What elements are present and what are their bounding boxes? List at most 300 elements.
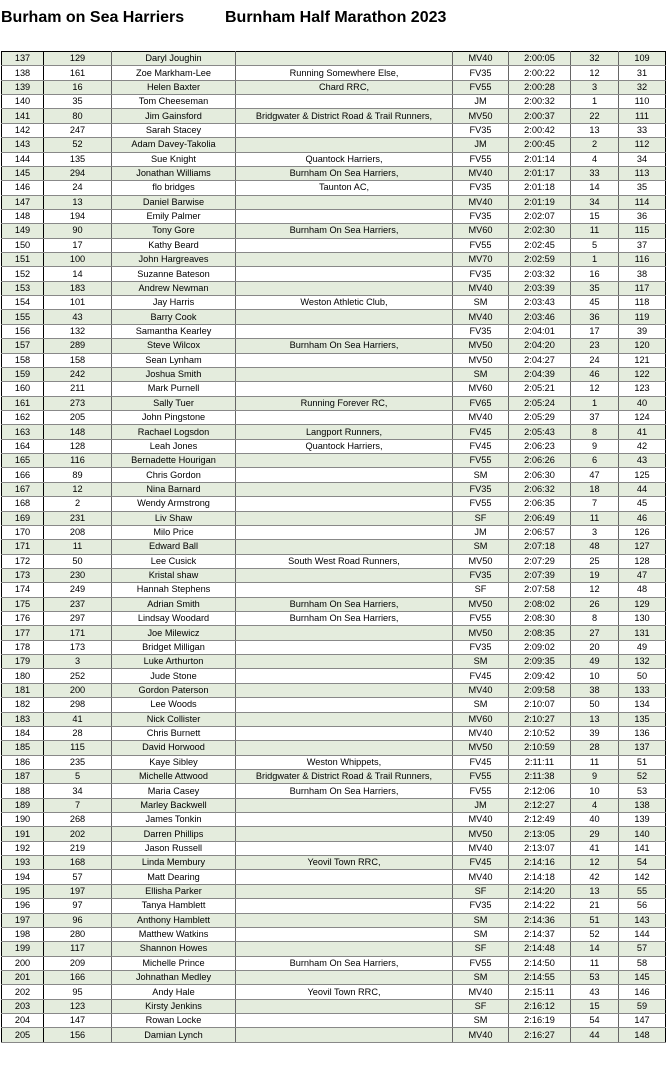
bib-cell: 13 <box>44 195 112 209</box>
result-row <box>2 798 666 812</box>
result-row <box>2 626 666 640</box>
finish-time-cell: 2:07:18 <box>509 540 571 554</box>
club-cell: Burnham On Sea Harriers, <box>236 339 453 353</box>
category-cell: MV60 <box>453 712 509 726</box>
category-position-cell: 15 <box>571 999 619 1013</box>
category-cell: SM <box>453 698 509 712</box>
position-cell: 162 <box>2 410 44 424</box>
bib-cell: 52 <box>44 138 112 152</box>
result-row <box>2 224 666 238</box>
category-position-cell: 21 <box>571 899 619 913</box>
gender-position-cell: 56 <box>619 899 666 913</box>
category-cell: FV55 <box>453 956 509 970</box>
finish-time-cell: 2:06:49 <box>509 511 571 525</box>
finish-time-cell: 2:04:20 <box>509 339 571 353</box>
category-cell: SM <box>453 927 509 941</box>
club-cell <box>236 454 453 468</box>
position-cell: 205 <box>2 1028 44 1042</box>
result-row <box>2 698 666 712</box>
category-cell: SM <box>453 296 509 310</box>
category-cell: MV40 <box>453 1028 509 1042</box>
category-cell: FV55 <box>453 454 509 468</box>
bib-cell: 24 <box>44 181 112 195</box>
club-cell: South West Road Runners, <box>236 554 453 568</box>
category-position-cell: 29 <box>571 827 619 841</box>
position-cell: 154 <box>2 296 44 310</box>
club-cell <box>236 626 453 640</box>
runner-name-cell: Matthew Watkins <box>112 927 236 941</box>
club-cell <box>236 913 453 927</box>
finish-time-cell: 2:07:58 <box>509 583 571 597</box>
result-row <box>2 827 666 841</box>
gender-position-cell: 48 <box>619 583 666 597</box>
finish-time-cell: 2:05:29 <box>509 410 571 424</box>
bib-cell: 34 <box>44 784 112 798</box>
bib-cell: 252 <box>44 669 112 683</box>
runner-name-cell: Lindsay Woodard <box>112 612 236 626</box>
category-cell: FV35 <box>453 324 509 338</box>
club-cell: Running Forever RC, <box>236 396 453 410</box>
category-position-cell: 6 <box>571 454 619 468</box>
position-cell: 199 <box>2 942 44 956</box>
club-title: Burham on Sea Harriers <box>1 9 185 26</box>
result-row <box>2 123 666 137</box>
runner-name-cell: Joshua Smith <box>112 367 236 381</box>
club-cell <box>236 310 453 324</box>
gender-position-cell: 111 <box>619 109 666 123</box>
position-cell: 191 <box>2 827 44 841</box>
result-row <box>2 899 666 913</box>
club-cell <box>236 827 453 841</box>
category-cell: JM <box>453 798 509 812</box>
category-position-cell: 4 <box>571 798 619 812</box>
runner-name-cell: Luke Arthurton <box>112 655 236 669</box>
bib-cell: 97 <box>44 899 112 913</box>
runner-name-cell: Darren Phillips <box>112 827 236 841</box>
finish-time-cell: 2:08:02 <box>509 597 571 611</box>
finish-time-cell: 2:06:30 <box>509 468 571 482</box>
finish-time-cell: 2:08:30 <box>509 612 571 626</box>
category-cell: MV50 <box>453 626 509 640</box>
category-position-cell: 15 <box>571 209 619 223</box>
finish-time-cell: 2:14:50 <box>509 956 571 970</box>
result-row <box>2 927 666 941</box>
category-position-cell: 3 <box>571 80 619 94</box>
runner-name-cell: Samantha Kearley <box>112 324 236 338</box>
result-row <box>2 971 666 985</box>
category-position-cell: 20 <box>571 640 619 654</box>
finish-time-cell: 2:08:35 <box>509 626 571 640</box>
gender-position-cell: 54 <box>619 856 666 870</box>
club-cell <box>236 899 453 913</box>
position-cell: 156 <box>2 324 44 338</box>
club-cell <box>236 841 453 855</box>
category-cell: FV35 <box>453 568 509 582</box>
gender-position-cell: 133 <box>619 683 666 697</box>
category-position-cell: 1 <box>571 253 619 267</box>
finish-time-cell: 2:04:27 <box>509 353 571 367</box>
club-cell <box>236 698 453 712</box>
bib-cell: 2 <box>44 497 112 511</box>
category-position-cell: 35 <box>571 281 619 295</box>
club-cell <box>236 267 453 281</box>
position-cell: 150 <box>2 238 44 252</box>
gender-position-cell: 122 <box>619 367 666 381</box>
gender-position-cell: 135 <box>619 712 666 726</box>
position-cell: 190 <box>2 813 44 827</box>
runner-name-cell: Steve Wilcox <box>112 339 236 353</box>
club-cell <box>236 468 453 482</box>
club-cell <box>236 497 453 511</box>
category-cell: FV45 <box>453 425 509 439</box>
runner-name-cell: Adam Davey-Takolia <box>112 138 236 152</box>
position-cell: 194 <box>2 870 44 884</box>
category-position-cell: 14 <box>571 181 619 195</box>
finish-time-cell: 2:06:26 <box>509 454 571 468</box>
club-cell <box>236 640 453 654</box>
finish-time-cell: 2:06:32 <box>509 482 571 496</box>
result-row <box>2 396 666 410</box>
category-cell: MV50 <box>453 827 509 841</box>
result-row <box>2 497 666 511</box>
gender-position-cell: 145 <box>619 971 666 985</box>
position-cell: 198 <box>2 927 44 941</box>
position-cell: 203 <box>2 999 44 1013</box>
category-cell: FV45 <box>453 755 509 769</box>
position-cell: 178 <box>2 640 44 654</box>
category-cell: FV55 <box>453 612 509 626</box>
result-row <box>2 712 666 726</box>
runner-name-cell: Liv Shaw <box>112 511 236 525</box>
gender-position-cell: 42 <box>619 439 666 453</box>
runner-name-cell: John Pingstone <box>112 410 236 424</box>
category-position-cell: 44 <box>571 1028 619 1042</box>
club-cell: Langport Runners, <box>236 425 453 439</box>
bib-cell: 11 <box>44 540 112 554</box>
position-cell: 179 <box>2 655 44 669</box>
result-row <box>2 856 666 870</box>
club-cell <box>236 1028 453 1042</box>
gender-position-cell: 138 <box>619 798 666 812</box>
finish-time-cell: 2:13:07 <box>509 841 571 855</box>
gender-position-cell: 121 <box>619 353 666 367</box>
finish-time-cell: 2:10:52 <box>509 726 571 740</box>
category-cell: MV40 <box>453 310 509 324</box>
category-position-cell: 2 <box>571 138 619 152</box>
gender-position-cell: 140 <box>619 827 666 841</box>
club-cell <box>236 726 453 740</box>
runner-name-cell: Maria Casey <box>112 784 236 798</box>
position-cell: 183 <box>2 712 44 726</box>
category-position-cell: 28 <box>571 741 619 755</box>
gender-position-cell: 51 <box>619 755 666 769</box>
gender-position-cell: 33 <box>619 123 666 137</box>
finish-time-cell: 2:14:48 <box>509 942 571 956</box>
gender-position-cell: 148 <box>619 1028 666 1042</box>
gender-position-cell: 39 <box>619 324 666 338</box>
finish-time-cell: 2:09:35 <box>509 655 571 669</box>
club-cell <box>236 324 453 338</box>
finish-time-cell: 2:02:30 <box>509 224 571 238</box>
gender-position-cell: 52 <box>619 769 666 783</box>
finish-time-cell: 2:16:19 <box>509 1014 571 1028</box>
category-cell: FV55 <box>453 769 509 783</box>
position-cell: 164 <box>2 439 44 453</box>
bib-cell: 7 <box>44 798 112 812</box>
result-row <box>2 296 666 310</box>
position-cell: 146 <box>2 181 44 195</box>
bib-cell: 3 <box>44 655 112 669</box>
category-cell: SF <box>453 583 509 597</box>
category-position-cell: 4 <box>571 152 619 166</box>
club-cell <box>236 712 453 726</box>
category-position-cell: 50 <box>571 698 619 712</box>
bib-cell: 41 <box>44 712 112 726</box>
bib-cell: 235 <box>44 755 112 769</box>
position-cell: 186 <box>2 755 44 769</box>
position-cell: 204 <box>2 1014 44 1028</box>
gender-position-cell: 117 <box>619 281 666 295</box>
gender-position-cell: 120 <box>619 339 666 353</box>
finish-time-cell: 2:05:43 <box>509 425 571 439</box>
bib-cell: 289 <box>44 339 112 353</box>
bib-cell: 202 <box>44 827 112 841</box>
result-row <box>2 138 666 152</box>
category-cell: MV40 <box>453 52 509 66</box>
gender-position-cell: 32 <box>619 80 666 94</box>
category-cell: SM <box>453 913 509 927</box>
result-row <box>2 769 666 783</box>
category-cell: FV35 <box>453 181 509 195</box>
club-cell <box>236 669 453 683</box>
gender-position-cell: 114 <box>619 195 666 209</box>
position-cell: 153 <box>2 281 44 295</box>
club-cell <box>236 410 453 424</box>
gender-position-cell: 41 <box>619 425 666 439</box>
runner-name-cell: Sally Tuer <box>112 396 236 410</box>
runner-name-cell: James Tonkin <box>112 813 236 827</box>
club-cell <box>236 253 453 267</box>
position-cell: 139 <box>2 80 44 94</box>
club-cell <box>236 884 453 898</box>
position-cell: 177 <box>2 626 44 640</box>
gender-position-cell: 55 <box>619 884 666 898</box>
runner-name-cell: Emily Palmer <box>112 209 236 223</box>
bib-cell: 96 <box>44 913 112 927</box>
position-cell: 144 <box>2 152 44 166</box>
category-position-cell: 10 <box>571 669 619 683</box>
gender-position-cell: 141 <box>619 841 666 855</box>
category-position-cell: 12 <box>571 382 619 396</box>
club-cell <box>236 52 453 66</box>
category-position-cell: 24 <box>571 353 619 367</box>
runner-name-cell: Tony Gore <box>112 224 236 238</box>
runner-name-cell: Chris Gordon <box>112 468 236 482</box>
finish-time-cell: 2:07:29 <box>509 554 571 568</box>
gender-position-cell: 53 <box>619 784 666 798</box>
runner-name-cell: Jay Harris <box>112 296 236 310</box>
category-position-cell: 45 <box>571 296 619 310</box>
runner-name-cell: Nina Barnard <box>112 482 236 496</box>
bib-cell: 16 <box>44 80 112 94</box>
gender-position-cell: 129 <box>619 597 666 611</box>
gender-position-cell: 35 <box>619 181 666 195</box>
runner-name-cell: Jim Gainsford <box>112 109 236 123</box>
category-position-cell: 47 <box>571 468 619 482</box>
category-cell: MV50 <box>453 741 509 755</box>
position-cell: 193 <box>2 856 44 870</box>
gender-position-cell: 46 <box>619 511 666 525</box>
result-row <box>2 612 666 626</box>
result-row <box>2 568 666 582</box>
category-position-cell: 40 <box>571 813 619 827</box>
result-row <box>2 181 666 195</box>
club-cell <box>236 123 453 137</box>
runner-name-cell: Wendy Armstrong <box>112 497 236 511</box>
category-position-cell: 22 <box>571 109 619 123</box>
runner-name-cell: Rachael Logsdon <box>112 425 236 439</box>
club-cell: Weston Athletic Club, <box>236 296 453 310</box>
bib-cell: 209 <box>44 956 112 970</box>
bib-cell: 116 <box>44 454 112 468</box>
gender-position-cell: 34 <box>619 152 666 166</box>
category-position-cell: 10 <box>571 784 619 798</box>
category-position-cell: 42 <box>571 870 619 884</box>
category-position-cell: 11 <box>571 224 619 238</box>
result-row <box>2 540 666 554</box>
gender-position-cell: 38 <box>619 267 666 281</box>
gender-position-cell: 59 <box>619 999 666 1013</box>
bib-cell: 17 <box>44 238 112 252</box>
finish-time-cell: 2:16:12 <box>509 999 571 1013</box>
category-position-cell: 11 <box>571 755 619 769</box>
category-cell: MV40 <box>453 985 509 999</box>
gender-position-cell: 127 <box>619 540 666 554</box>
runner-name-cell: Hannah Stephens <box>112 583 236 597</box>
gender-position-cell: 128 <box>619 554 666 568</box>
category-position-cell: 43 <box>571 985 619 999</box>
club-cell <box>236 95 453 109</box>
position-cell: 147 <box>2 195 44 209</box>
finish-time-cell: 2:10:07 <box>509 698 571 712</box>
bib-cell: 89 <box>44 468 112 482</box>
runner-name-cell: Daryl Joughin <box>112 52 236 66</box>
position-cell: 142 <box>2 123 44 137</box>
bib-cell: 166 <box>44 971 112 985</box>
finish-time-cell: 2:00:45 <box>509 138 571 152</box>
category-cell: MV50 <box>453 339 509 353</box>
gender-position-cell: 125 <box>619 468 666 482</box>
club-cell <box>236 942 453 956</box>
bib-cell: 242 <box>44 367 112 381</box>
finish-time-cell: 2:00:22 <box>509 66 571 80</box>
category-cell: FV65 <box>453 396 509 410</box>
category-cell: MV50 <box>453 597 509 611</box>
runner-name-cell: Chris Burnett <box>112 726 236 740</box>
club-cell <box>236 138 453 152</box>
finish-time-cell: 2:11:38 <box>509 769 571 783</box>
result-row <box>2 1028 666 1042</box>
gender-position-cell: 58 <box>619 956 666 970</box>
finish-time-cell: 2:02:45 <box>509 238 571 252</box>
category-cell: FV35 <box>453 899 509 913</box>
result-row <box>2 597 666 611</box>
runner-name-cell: Kirsty Jenkins <box>112 999 236 1013</box>
category-cell: MV40 <box>453 195 509 209</box>
bib-cell: 211 <box>44 382 112 396</box>
category-cell: FV55 <box>453 152 509 166</box>
category-cell: MV60 <box>453 224 509 238</box>
club-cell <box>236 482 453 496</box>
position-cell: 180 <box>2 669 44 683</box>
category-cell: FV35 <box>453 209 509 223</box>
gender-position-cell: 113 <box>619 166 666 180</box>
bib-cell: 115 <box>44 741 112 755</box>
result-row <box>2 238 666 252</box>
category-cell: MV40 <box>453 166 509 180</box>
result-row <box>2 942 666 956</box>
category-cell: MV40 <box>453 813 509 827</box>
club-cell <box>236 195 453 209</box>
finish-time-cell: 2:04:01 <box>509 324 571 338</box>
gender-position-cell: 132 <box>619 655 666 669</box>
gender-position-cell: 44 <box>619 482 666 496</box>
result-row <box>2 985 666 999</box>
runner-name-cell: Michelle Prince <box>112 956 236 970</box>
category-cell: SF <box>453 942 509 956</box>
club-cell: Quantock Harriers, <box>236 152 453 166</box>
runner-name-cell: Sue Knight <box>112 152 236 166</box>
gender-position-cell: 136 <box>619 726 666 740</box>
bib-cell: 219 <box>44 841 112 855</box>
bib-cell: 205 <box>44 410 112 424</box>
result-row <box>2 109 666 123</box>
result-row <box>2 454 666 468</box>
bib-cell: 95 <box>44 985 112 999</box>
runner-name-cell: Sarah Stacey <box>112 123 236 137</box>
bib-cell: 132 <box>44 324 112 338</box>
position-cell: 141 <box>2 109 44 123</box>
category-position-cell: 25 <box>571 554 619 568</box>
runner-name-cell: Matt Dearing <box>112 870 236 884</box>
finish-time-cell: 2:07:39 <box>509 568 571 582</box>
category-position-cell: 23 <box>571 339 619 353</box>
category-cell: MV50 <box>453 109 509 123</box>
result-row <box>2 669 666 683</box>
finish-time-cell: 2:00:42 <box>509 123 571 137</box>
position-cell: 167 <box>2 482 44 496</box>
bib-cell: 135 <box>44 152 112 166</box>
runner-name-cell: Gordon Paterson <box>112 683 236 697</box>
bib-cell: 297 <box>44 612 112 626</box>
category-position-cell: 13 <box>571 712 619 726</box>
finish-time-cell: 2:03:32 <box>509 267 571 281</box>
bib-cell: 129 <box>44 52 112 66</box>
result-row <box>2 310 666 324</box>
club-cell: Burnham On Sea Harriers, <box>236 224 453 238</box>
club-cell <box>236 971 453 985</box>
result-row <box>2 425 666 439</box>
club-cell: Yeovil Town RRC, <box>236 856 453 870</box>
bib-cell: 273 <box>44 396 112 410</box>
club-cell: Bridgwater & District Road & Trail Runners, <box>236 769 453 783</box>
category-position-cell: 5 <box>571 238 619 252</box>
result-row <box>2 152 666 166</box>
runner-name-cell: Jude Stone <box>112 669 236 683</box>
result-row <box>2 195 666 209</box>
club-cell <box>236 683 453 697</box>
category-position-cell: 33 <box>571 166 619 180</box>
